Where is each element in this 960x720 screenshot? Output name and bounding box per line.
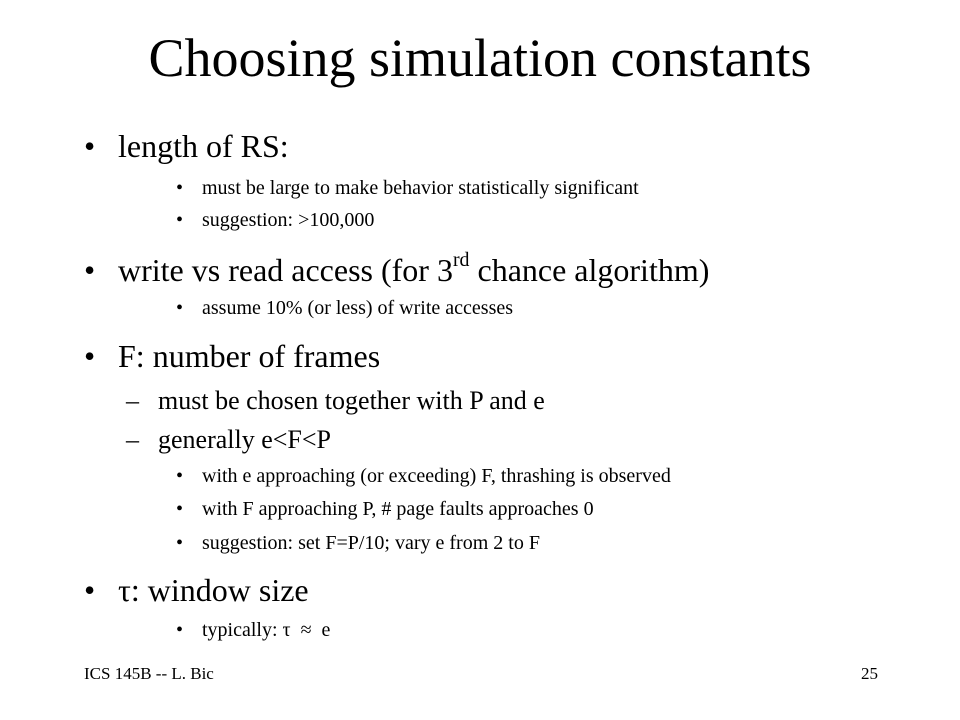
footer-course-author: ICS 145B -- L. Bic	[84, 664, 214, 683]
dash-icon: –	[126, 386, 139, 415]
bullet-icon: •	[84, 252, 96, 288]
bullet-text: typically: τ ≈ e	[202, 619, 331, 641]
bullet-icon: •	[176, 619, 184, 641]
bullet-icon: •	[84, 572, 96, 608]
slide-title: Choosing simulation constants	[148, 28, 812, 88]
superscript: rd	[452, 249, 470, 272]
bullet-text: τ: window size	[118, 572, 309, 608]
bullet-text: length of RS:	[118, 128, 289, 164]
bullet-icon: •	[84, 338, 96, 374]
bullet-text: suggestion: set F=P/10; vary e from 2 to F	[202, 532, 540, 554]
dash-icon: –	[126, 425, 139, 454]
bullet-text: must be chosen together with P and e	[158, 386, 545, 415]
bullet-icon: •	[176, 465, 184, 487]
bullet-text: F: number of frames	[118, 338, 381, 374]
bullet-icon: •	[176, 498, 184, 520]
bullet-text: generally e<F<P	[158, 425, 332, 454]
bullet-text: with e approaching (or exceeding) F, thrashing is observed	[202, 465, 671, 487]
bullet-icon: •	[84, 128, 96, 164]
bullet-text: assume 10% (or less) of write accesses	[202, 297, 514, 319]
bullet-text: suggestion: >100,000	[202, 209, 375, 231]
bullet-text: write vs read access (for 3rd chance algorithm)	[118, 249, 710, 288]
bullet-text: with F approaching P, # page faults approaches 0	[202, 498, 594, 520]
bullet-icon: •	[176, 532, 184, 554]
bullet-icon: •	[176, 297, 184, 319]
footer-page-number: 25	[861, 664, 878, 683]
bullet-icon: •	[176, 177, 184, 199]
bullet-icon: •	[176, 209, 184, 231]
bullet-text: must be large to make behavior statistically significant	[202, 177, 639, 199]
